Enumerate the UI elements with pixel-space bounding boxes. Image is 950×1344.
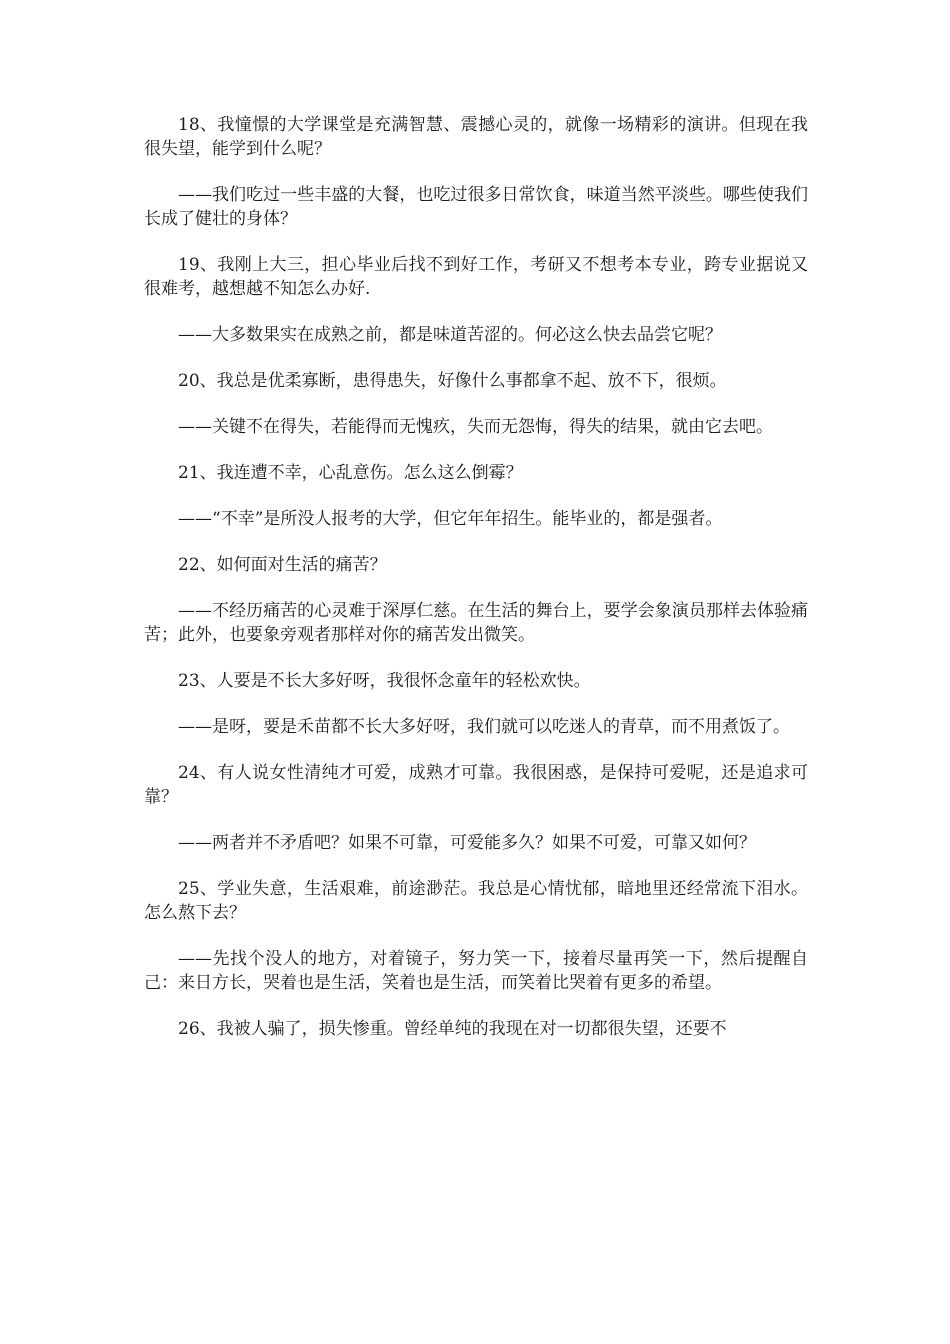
question-23: 23、人要是不长大多好呀，我很怀念童年的轻松欢快。	[178, 671, 591, 691]
answer-19: ——大多数果实在成熟之前，都是味道苦涩的。何必这么快去品尝它呢？	[178, 325, 722, 345]
question-25: 25、学业失意，生活艰难，前途渺茫。我总是心情忧郁，暗地里还经常流下泪水。怎么熬下去？	[144, 879, 808, 923]
question-22: 22、如何面对生活的痛苦？	[178, 555, 387, 575]
answer-18: ——我们吃过一些丰盛的大餐，也吃过很多日常饮食，味道当然平淡些。哪些使我们长成了健壮的身体？	[144, 185, 808, 229]
question-24: 24、有人说女性清纯才可爱，成熟才可靠。我很困惑，是保持可爱呢，还是追求可靠？	[144, 763, 808, 807]
answer-20: ——关键不在得失，若能得而无愧疚，失而无怨悔，得失的结果，就由它去吧。	[178, 417, 773, 437]
answer-22: ——不经历痛苦的心灵难于深厚仁慈。在生活的舞台上，要学会象演员那样去体验痛苦；此外，也要象旁观者那样对你的痛苦发出微笑。	[144, 601, 808, 645]
answer-25: ——先找个没人的地方，对着镜子，努力笑一下，接着尽量再笑一下，然后提醒自己：来日方长，哭着也是生活，笑着也是生活，而笑着比哭着有更多的希望。	[144, 949, 808, 993]
question-18: 18、我憧憬的大学课堂是充满智慧、震撼心灵的，就像一场精彩的演讲。但现在我很失望，能学到什么呢？	[144, 115, 808, 159]
question-21: 21、我连遭不幸，心乱意伤。怎么这么倒霉？	[178, 463, 523, 483]
document-body	[144, 113, 808, 1063]
question-19: 19、我刚上大三，担心毕业后找不到好工作，考研又不想考本专业，跨专业据说又很难考，越想越不知怎么办好.	[144, 255, 808, 299]
question-26: 26、我被人骗了，损失惨重。曾经单纯的我现在对一切都很失望，还要不	[178, 1019, 727, 1039]
question-20: 20、我总是优柔寡断，患得患失，好像什么事都拿不起、放不下，很烦。	[178, 371, 727, 391]
answer-24: ——两者并不矛盾吧？如果不可靠，可爱能多久？如果不可爱，可靠又如何？	[178, 833, 756, 853]
answer-23: ——是呀，要是禾苗都不长大多好呀，我们就可以吃迷人的青草，而不用煮饭了。	[178, 717, 790, 737]
answer-21: ——“不幸”是所没人报考的大学，但它年年招生。能毕业的，都是强者。	[178, 509, 723, 529]
